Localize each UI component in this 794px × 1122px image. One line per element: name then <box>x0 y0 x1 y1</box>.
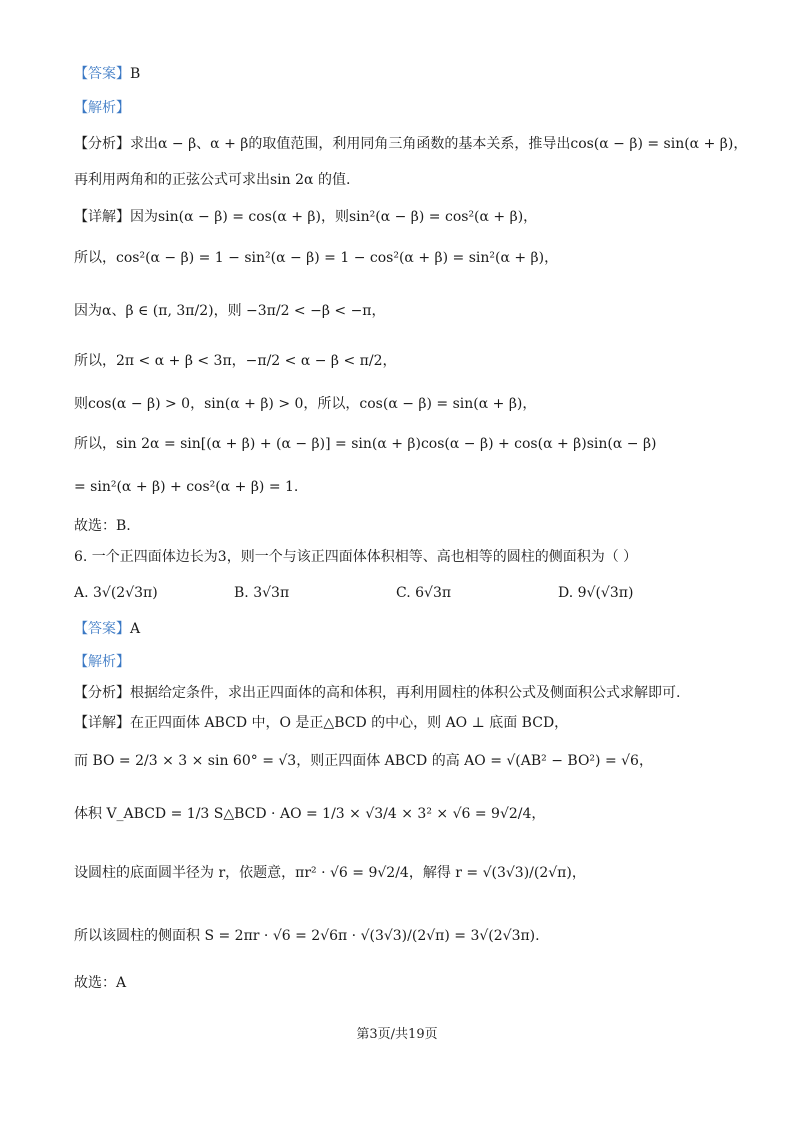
answer-value: B <box>130 66 141 82</box>
analysis-heading <box>74 97 130 119</box>
answer-line <box>74 63 140 85</box>
detail-line-8: 【详解】在正四面体 ABCD 中，O 是正△BCD 的中心，则 AO ⊥ 底面 BCD， <box>74 715 569 731</box>
option-a: A. 3√(2√3π) <box>74 585 158 601</box>
analysis-line-3: 【分析】根据给定条件，求出正四面体的高和体积，再利用圆柱的体积公式及侧面积公式求解即可. <box>74 685 681 701</box>
fenxi-tag: 【分析】 <box>74 136 130 152</box>
conclusion-line-2: 故选：A <box>74 975 127 991</box>
option-d: D. 9√(√3π) <box>558 585 634 601</box>
detail-line-5: 则cos(α − β) > 0，sin(α + β) > 0，所以，cos(α − β) = sin(α + β)， <box>74 396 537 412</box>
fenxi-text: 求出α − β、α + β的取值范围，利用同角三角函数的基本关系，推导出cos(α − β) = sin(α + β)， <box>130 136 748 152</box>
analysis-tag-2: 【解析】 <box>74 654 130 670</box>
detail-line-7: = sin²(α + β) + cos²(α + β) = 1. <box>74 479 299 495</box>
detail-line-6: 所以，sin 2α = sin[(α + β) + (α − β)] = sin(α + β)cos(α − β) + cos(α + β)sin(α − β) <box>74 436 657 452</box>
answer-line-2: 【答案】A <box>74 621 141 637</box>
detail-line-9: 而 BO = 2/3 × 3 × sin 60° = √3，则正四面体 ABCD 的高 AO = √(AB² − BO²) = √6， <box>74 753 653 769</box>
question-6: 6. 一个正四面体边长为3，则一个与该正四面体体积相等、高也相等的圆柱的侧面积为（ ） <box>74 549 638 565</box>
conclusion-line: 故选：B. <box>74 518 131 534</box>
page-footer: 第3页/共19页 <box>356 1027 438 1042</box>
option-b: B. 3√3π <box>234 585 290 601</box>
detail-line-12: 所以该圆柱的侧面积 S = 2πr · √6 = 2√6π · √(3√3)/(2√π) = 3√(2√3π). <box>74 928 540 944</box>
detail-line-10: 体积 V_ABCD = 1/3 S△BCD · AO = 1/3 × √3/4 × 3² × √6 = 9√2/4， <box>74 806 546 822</box>
detail-line-1: 【详解】因为sin(α − β) = cos(α + β)，则sin²(α − β) = cos²(α + β)， <box>74 209 538 225</box>
answer-tag: 【答案】 <box>74 66 130 82</box>
detail-line-4: 所以，2π < α + β < 3π，−π/2 < α − β < π/2， <box>74 353 397 369</box>
detail-line-11: 设圆柱的底面圆半径为 r，依题意，πr² · √6 = 9√2/4，解得 r = √(3√3)/(2√π)， <box>74 865 586 881</box>
analysis-line <box>74 133 747 155</box>
xiangjie-tag: 【详解】 <box>74 209 130 225</box>
analysis-heading-2 <box>74 651 130 673</box>
analysis-line-2: 再利用两角和的正弦公式可求出sin 2α 的值. <box>74 172 351 188</box>
detail-line-2: 所以，cos²(α − β) = 1 − sin²(α − β) = 1 − cos²(α + β) = sin²(α + β)， <box>74 250 559 266</box>
option-c: C. 6√3π <box>396 585 452 601</box>
analysis-tag: 【解析】 <box>74 100 130 116</box>
detail-line-3: 因为α、β ∈ (π, 3π/2)，则 −3π/2 < −β < −π， <box>74 303 386 319</box>
answer-tag-2: 【答案】 <box>74 621 130 637</box>
